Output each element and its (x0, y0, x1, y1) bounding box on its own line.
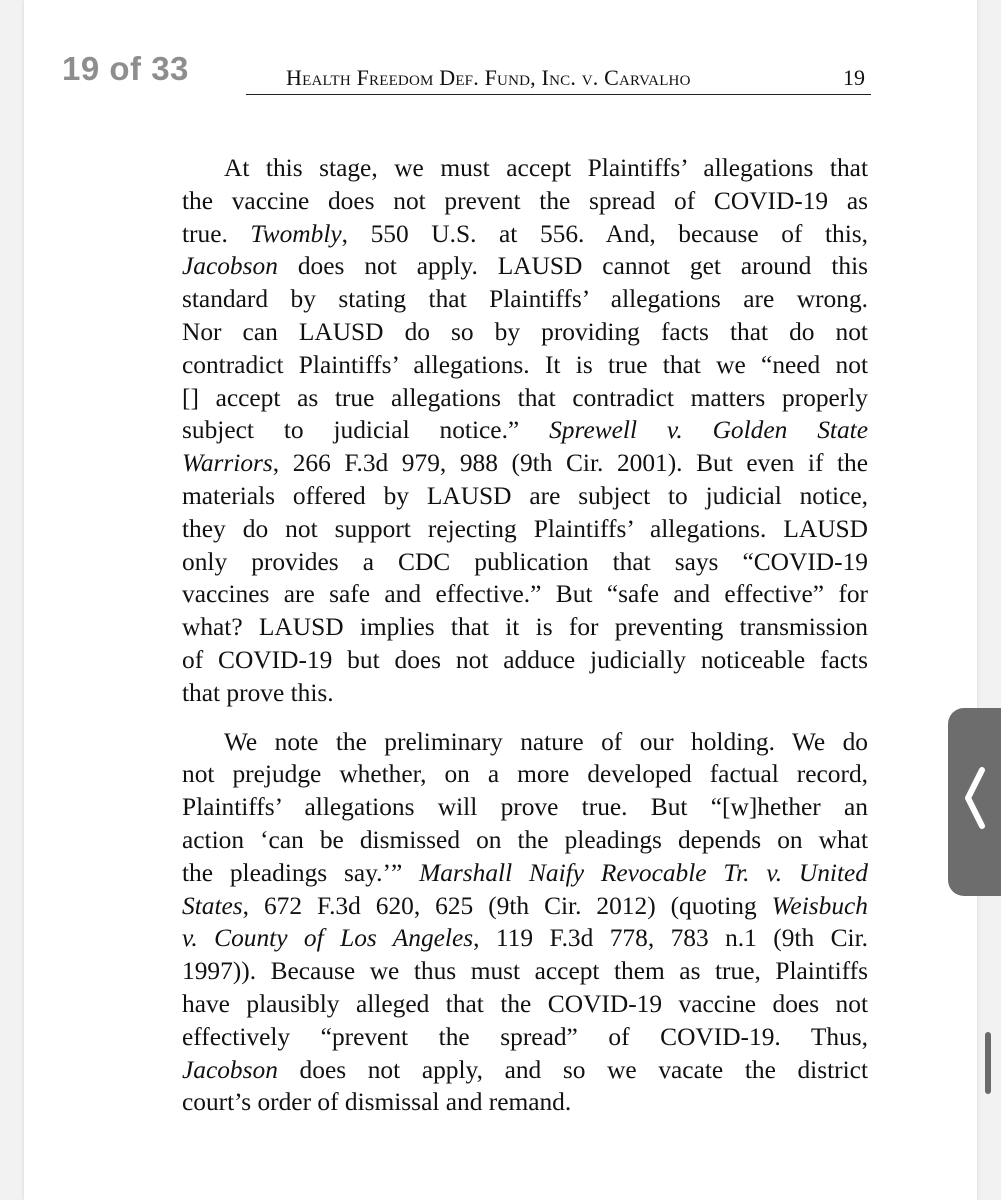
text-line (182, 644, 868, 677)
opinion-body (182, 152, 868, 1119)
text-line (182, 857, 868, 890)
text-line (182, 283, 868, 316)
text-segment: court’s order of dismissal and remand. (182, 1088, 572, 1117)
text-line (182, 677, 868, 710)
text-segment: vaccines are safe and effective.” But “safe and effective” for (182, 580, 868, 609)
text-segment: not prejudge whether, on a more developed factual record, (182, 760, 868, 789)
text-segment: We note the preliminary nature of our holding. We do (224, 727, 868, 756)
citation-italic: Jacobson (182, 1055, 278, 1084)
text-line (182, 988, 868, 1021)
text-segment: the vaccine does not prevent the spread of COVID-19 as (182, 186, 868, 215)
text-segment: contradict Plaintiffs’ allegations. It is true that we “need not (182, 350, 868, 379)
citation-italic: Weisbuch (771, 891, 868, 920)
text-line (182, 185, 868, 218)
document-page (24, 0, 977, 1200)
text-segment: materials offered by LAUSD are subject to judicial notice, (182, 481, 868, 510)
text-line (182, 1086, 868, 1119)
text-line (182, 382, 868, 415)
text-line (182, 1021, 868, 1054)
text-segment: Plaintiffs’ allegations will prove true. But “[w]hether an (182, 793, 868, 822)
text-line (182, 758, 868, 791)
scrollbar-thumb[interactable] (985, 1032, 991, 1094)
paragraph (182, 726, 868, 1120)
citation-italic: Warriors (182, 449, 273, 478)
text-line (182, 1054, 868, 1087)
text-line (182, 922, 868, 955)
text-segment: the pleadings say.’” (182, 858, 420, 887)
text-segment: [] accept as true allegations that contradict matters properly (182, 383, 868, 412)
chevron-left-icon (962, 766, 986, 830)
citation-italic: Marshall Naify Revocable Tr. v. United (419, 858, 868, 887)
text-line (182, 513, 868, 546)
text-segment: does not apply, and so we vacate the district (277, 1055, 868, 1084)
text-segment: standard by stating that Plaintiffs’ allegations are wrong. (182, 285, 868, 314)
text-segment: that prove this. (182, 678, 334, 707)
text-segment: , 672 F.3d 620, 625 (9th Cir. 2012) (quoting (242, 891, 772, 920)
citation-italic: v. County of Los Angeles (182, 924, 474, 953)
text-segment: they do not support rejecting Plaintiffs’ allegations. LAUSD (182, 514, 868, 543)
running-title: Health Freedom Def. Fund, Inc. v. Carvalho (286, 65, 691, 90)
running-header (246, 62, 871, 95)
text-segment: , 550 U.S. at 556. And, because of this, (341, 219, 868, 248)
text-segment: , 119 F.3d 778, 783 n.1 (9th Cir. (473, 924, 868, 953)
text-segment: effectively “prevent the spread” of COVID-19. Thus, (182, 1022, 868, 1051)
text-segment: Nor can LAUSD do so by providing facts that do not (182, 317, 868, 346)
text-segment: 1997)). Because we thus must accept them as true, Plaintiffs (182, 957, 868, 986)
citation-italic: States (182, 891, 243, 920)
text-line (182, 726, 868, 759)
paragraph-gap (182, 710, 868, 726)
text-line (182, 152, 868, 185)
text-segment: At this stage, we must accept Plaintiffs’ allegations that (224, 154, 868, 182)
text-line (182, 447, 868, 480)
text-line (182, 578, 868, 611)
citation-italic: Jacobson (182, 252, 278, 281)
text-segment: true. (182, 219, 251, 248)
text-line (182, 791, 868, 824)
text-line (182, 955, 868, 988)
text-line (182, 250, 868, 283)
text-line (182, 218, 868, 251)
text-segment: does not apply. LAUSD cannot get around this (277, 252, 868, 281)
text-segment: subject to judicial notice.” (182, 416, 550, 445)
text-line (182, 414, 868, 447)
text-line (182, 824, 868, 857)
text-segment: , 266 F.3d 979, 988 (9th Cir. 2001). But even if the (272, 449, 868, 478)
citation-italic: Sprewell v. Golden State (549, 416, 868, 445)
text-line (182, 349, 868, 382)
page-number: 19 (843, 65, 865, 90)
text-segment: action ‘can be dismissed on the pleadings depends on what (182, 825, 868, 854)
citation-italic: Twombly (250, 219, 342, 248)
text-line (182, 480, 868, 513)
side-panel-tab[interactable] (948, 708, 1001, 896)
text-segment: have plausibly alleged that the COVID-19 vaccine does not (182, 989, 868, 1018)
text-segment: only provides a CDC publication that says “COVID-19 (182, 547, 868, 576)
paragraph (182, 152, 868, 710)
text-line (182, 890, 868, 923)
text-segment: of COVID-19 but does not adduce judicially noticeable facts (182, 645, 868, 674)
page-counter: 19 of 33 (62, 50, 189, 87)
text-line (182, 316, 868, 349)
text-line (182, 611, 868, 644)
text-line (182, 546, 868, 579)
text-segment: what? LAUSD implies that it is for preventing transmission (182, 613, 868, 642)
